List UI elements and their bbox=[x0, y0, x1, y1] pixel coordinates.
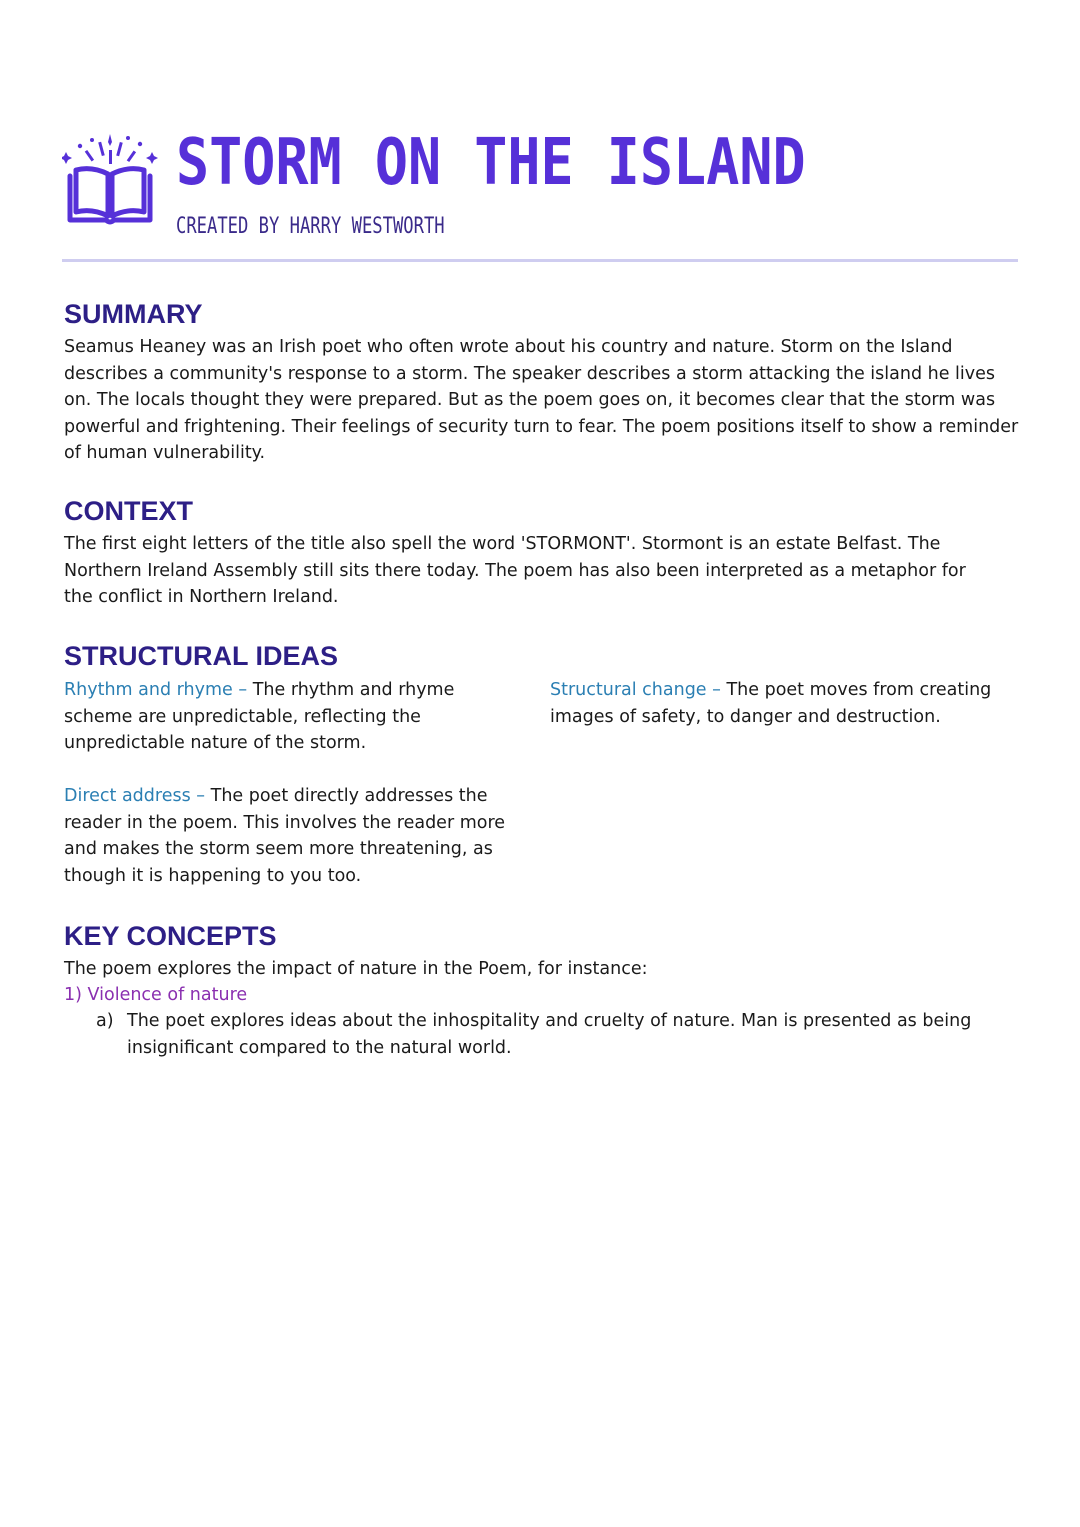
summary-heading: SUMMARY bbox=[64, 299, 203, 329]
structural-item-address bbox=[64, 783, 526, 889]
structural-term: Rhythm and rhyme bbox=[64, 680, 233, 700]
context-text: The first eight letters of the title also spell the word 'STORMONT'. Stormont is an estate Belfast. The Northern Ireland Assembly still sits there today. The poem has also been interpreted as a metaphor for the conflict in Northern Ireland. bbox=[64, 534, 966, 607]
structural-item-rhythm bbox=[64, 677, 494, 757]
sub-list-text: The poet explores ideas about the inhospitality and cruelty of nature. Man is presented as being insignificant compared to the natural world. bbox=[127, 1011, 972, 1058]
sub-list-item bbox=[96, 1008, 1026, 1061]
term-dash: – bbox=[712, 680, 721, 700]
structural-text: The rhythm and rhyme scheme are unpredictable, reflecting the unpredictable nature of the storm. bbox=[64, 680, 455, 753]
open-book-icon bbox=[62, 132, 158, 228]
sub-list-marker: a) bbox=[96, 1011, 114, 1031]
header bbox=[62, 128, 1018, 248]
key-concepts-heading: KEY CONCEPTS bbox=[64, 921, 277, 951]
key-concepts-intro: The poem explores the impact of nature in the Poem, for instance: bbox=[64, 959, 648, 979]
divider bbox=[62, 259, 1018, 262]
term-dash: – bbox=[196, 786, 206, 806]
structural-heading: STRUCTURAL IDEAS bbox=[64, 641, 339, 671]
structural-item-change bbox=[550, 677, 1020, 730]
page-title: STORM ON THE ISLAND bbox=[176, 126, 806, 200]
structural-term: Direct address bbox=[64, 786, 191, 806]
list-item bbox=[64, 982, 247, 1009]
structural-term: Structural change bbox=[550, 680, 707, 700]
byline: CREATED BY HARRY WESTWORTH bbox=[176, 214, 445, 239]
list-label: Violence of nature bbox=[87, 985, 248, 1005]
context-heading: CONTEXT bbox=[64, 496, 194, 526]
structural-text: The poet moves from creating images of safety, to danger and destruction. bbox=[550, 680, 992, 727]
structural-text: The poet directly addresses the reader in the poem. This involves the reader more and makes the storm seem more threatening, as though it is happening to you too. bbox=[64, 786, 506, 886]
term-dash: – bbox=[238, 680, 248, 700]
list-marker: 1) bbox=[64, 985, 82, 1005]
summary-text: Seamus Heaney was an Irish poet who often wrote about his country and nature. Storm on the Island describes a community's response to a storm. The speaker describes a storm attacking the island he lives on. The locals thought they were prepared. But as the poem goes on, it becomes clear that the storm was powerful and frightening. Their feelings of security turn to fear. The poem positions itself to show a reminder of human vulnerability. bbox=[64, 337, 1019, 463]
